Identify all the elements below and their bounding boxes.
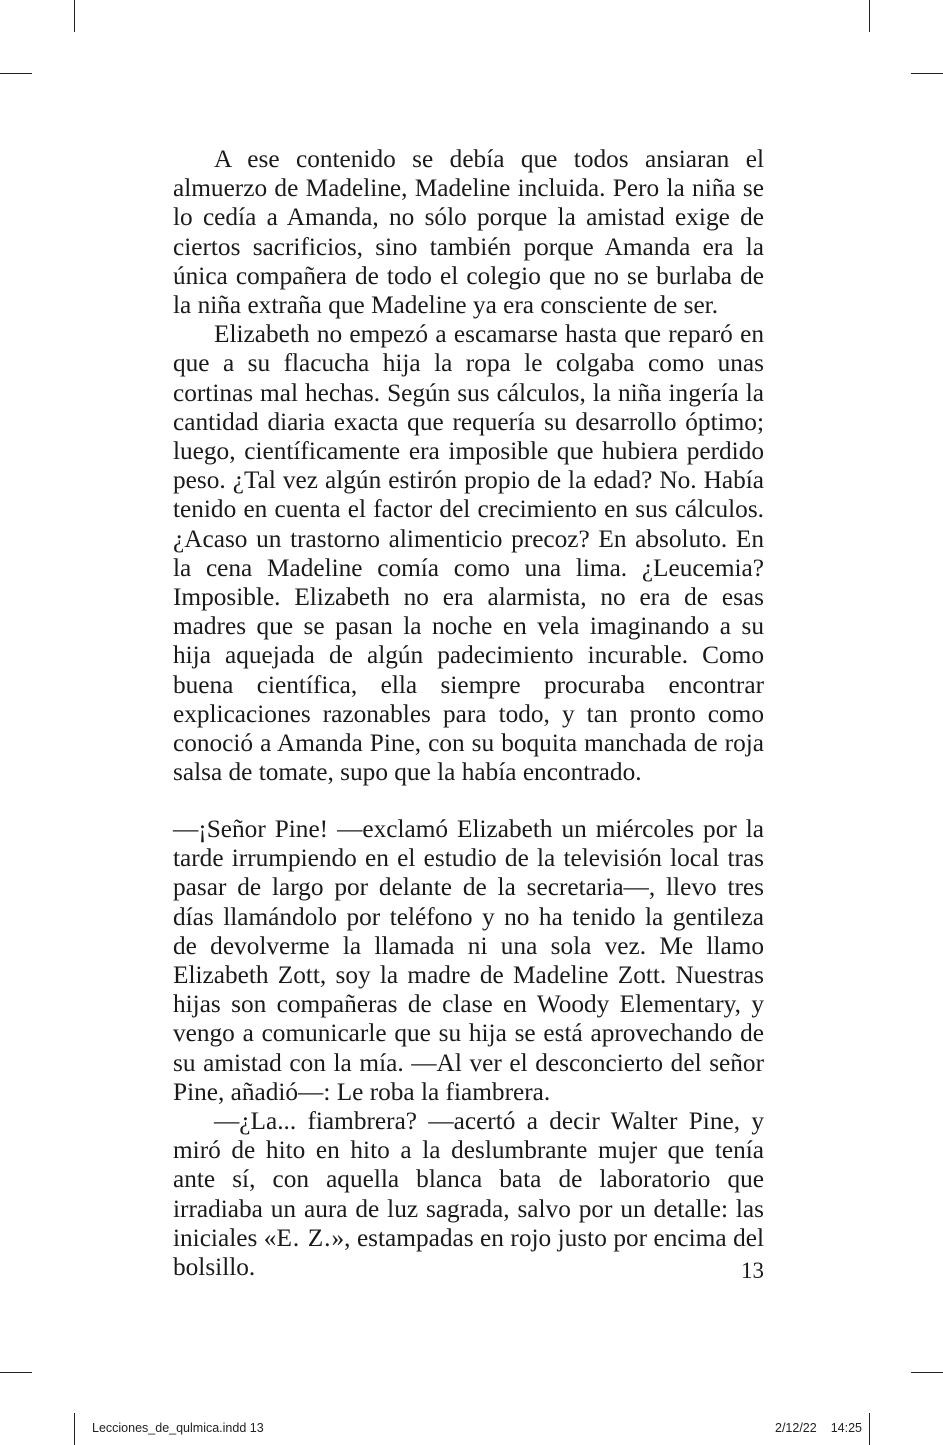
paragraph: A ese contenido se debía que todos ansiaran el almuerzo de Madeline, Madeline incluida. Pero la niña se lo cedía a Amanda, no sólo porque la amistad exige de ciertos sacrificios, sino también porque Amanda era la única compañera de todo el colegio que no se burlaba de la niña extraña que Madeline ya era consciente de ser. bbox=[173, 145, 764, 320]
slug-filename: Lecciones_de_qulmica.indd 13 bbox=[92, 1421, 264, 1435]
section-two bbox=[173, 815, 764, 1282]
crop-mark-right-top bbox=[911, 73, 943, 74]
page-number: 13 bbox=[741, 1258, 764, 1283]
crop-mark-right-bottom bbox=[911, 1372, 943, 1373]
paragraph-text: », estampadas en rojo justo por encima del bolsillo. bbox=[173, 1223, 764, 1282]
crop-mark-top-right bbox=[869, 0, 870, 32]
slug-date: 2/12/22 bbox=[775, 1421, 817, 1435]
slug-timestamp bbox=[775, 1421, 862, 1435]
crop-mark-bottom-left bbox=[74, 1413, 75, 1445]
slug-time: 14:25 bbox=[830, 1421, 862, 1435]
paragraph-text: —¿La... fiambrera? —acertó a decir Walter Pine, y miró de hito en hito a la deslumbrante mujer que tenía ante sí, con aquella blanca bata de laboratorio que irradiaba un aura de luz sagrada, salvo por un detalle: las iniciales « bbox=[173, 1107, 764, 1252]
paragraph bbox=[173, 1107, 764, 1282]
initials: E. Z. bbox=[276, 1223, 332, 1252]
paragraph: Elizabeth no empezó a escamarse hasta que reparó en que a su flacucha hija la ropa le colgaba como unas cortinas mal hechas. Según sus cálculos, la niña ingería la cantidad diaria exacta que requería su desarrollo óptimo; luego, científicamente era imposible que hubiera perdido peso. ¿Tal vez algún estirón propio de la edad? No. Había tenido en cuenta el factor del crecimiento en sus cálculos. ¿Acaso un trastorno alimenticio precoz? En absoluto. En la cena Madeline comía como una lima. ¿Leucemia? Imposible. Elizabeth no era alarmista, no era de esas madres que se pasan la noche en vela imaginando a su hija aquejada de algún padecimiento incurable. Como buena científica, ella siempre procuraba encontrar explicaciones razonables para todo, y tan pronto como conoció a Amanda Pine, con su boquita manchada de roja salsa de tomate, supo que la había encontrado. bbox=[173, 320, 764, 787]
paragraph: —¡Señor Pine! —exclamó Elizabeth un miércoles por la tarde irrumpiendo en el estudio de la televisión local tras pasar de largo por delante de la secretaria—, llevo tres días llamándolo por teléfono y no ha tenido la gentileza de devolverme la llamada ni una sola vez. Me llamo Elizabeth Zott, soy la madre de Madeline Zott. Nuestras hijas son compañeras de clase en Woody Elementary, y vengo a comunicarle que su hija se está aprovechando de su amistad con la mía. —Al ver el desconcierto del señor Pine, añadió—: Le roba la fiambrera. bbox=[173, 815, 764, 1106]
crop-mark-top-left bbox=[74, 0, 75, 32]
crop-mark-left-bottom bbox=[0, 1372, 32, 1373]
section-one bbox=[173, 145, 764, 787]
crop-mark-bottom-right bbox=[869, 1413, 870, 1445]
crop-mark-left-top bbox=[0, 73, 32, 74]
